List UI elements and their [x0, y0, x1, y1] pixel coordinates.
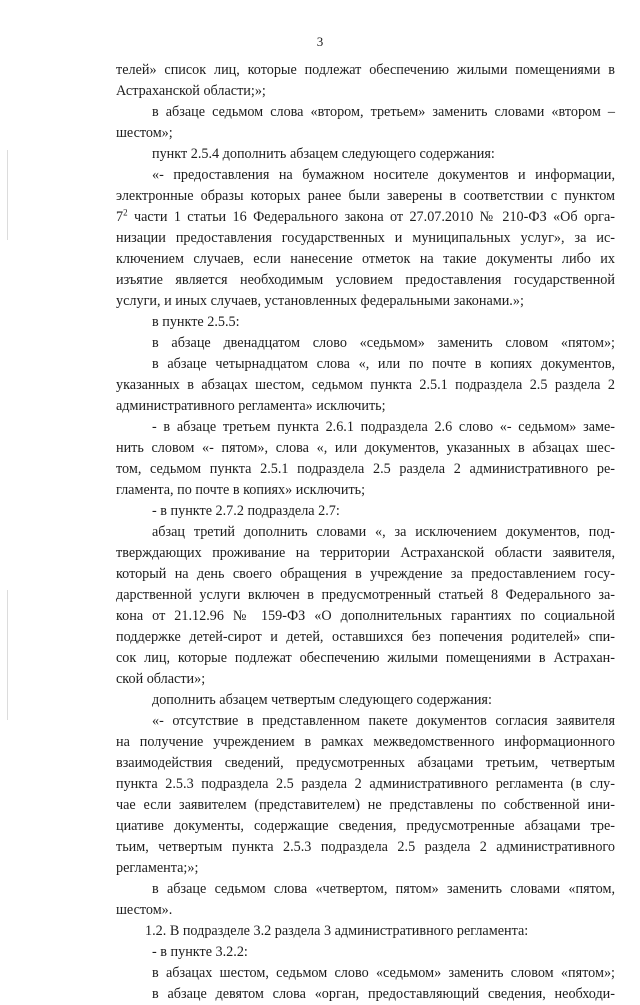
text-line: ской области»;	[116, 671, 206, 687]
text-line: Астраханской области;»;	[116, 83, 266, 99]
text-line: кона от 21.12.96 № 159-ФЗ «О дополнительных гарантиях по социальной	[116, 608, 615, 624]
text-line: пункта 2.5.3 подраздела 2.5 раздела 2 административного регламента (в слу-	[116, 776, 615, 792]
text-line: указанных в абзацах шестом, седьмом пункта 2.5.1 подраздела 2.5 раздела 2	[116, 377, 615, 393]
text-line: тверждающих проживание на территории Астраханской области заявителя,	[116, 545, 615, 561]
text-line: услуги, и иных случаев, установленных федеральными законами.»;	[116, 293, 524, 309]
text-line: административного регламента» исключить;	[116, 398, 386, 414]
text-line: пункт 2.5.4 дополнить абзацем следующего содержания:	[152, 146, 495, 162]
text-line: тьим, четвертым пункта 2.5.3 подраздела 2.5 раздела 2 административного	[116, 839, 615, 855]
text-line: нить словом «- пятом», слова «, или документов, указанных в абзацах шес-	[116, 440, 615, 456]
text-line: регламента;»;	[116, 860, 199, 876]
text-line: том, седьмом пункта 2.5.1 подраздела 2.5 раздела 2 административного ре-	[116, 461, 615, 477]
text-line: дарственной услуги включен в предусмотренный статьей 8 Федерального за-	[116, 587, 615, 603]
text-line: «- отсутствие в представленном пакете документов согласия заявителя	[152, 713, 615, 729]
text-line: в абзаце двенадцатом слово «седьмом» заменить словом «пятом»;	[152, 335, 615, 351]
scan-margin-mark	[7, 590, 8, 720]
text-line: - в пункте 2.7.2 подраздела 2.7:	[152, 503, 340, 519]
text-line: - в абзаце третьем пункта 2.6.1 подраздела 2.6 слово «- седьмом» заме-	[152, 419, 615, 435]
text-line: электронные образы которых ранее были заверены в соответствии с пунктом	[116, 188, 615, 204]
text-line: взаимодействия сведений, предусмотренных абзацами третьим, четвертым	[116, 755, 615, 771]
text-line: абзац третий дополнить словами «, за исключением документов, под-	[152, 524, 615, 540]
text-line: $7^2$ части 1 статьи 16 Федерального закона от 27.07.2010 № 210-ФЗ «Об орга-	[116, 207, 615, 225]
text-line: на получение учреждением в рамках межведомственного информационного	[116, 734, 615, 750]
text-line: низации предоставления государственных и муниципальных услуг», за ис-	[116, 230, 615, 246]
text-line: в абзаце седьмом слова «втором, третьем» заменить словами «втором –	[152, 104, 615, 120]
text-line: поддержке детей-сирот и детей, оставшихся без попечения родителей» спи-	[116, 629, 615, 645]
text-line: который на день своего обращения в учреждение за предоставлением госу-	[116, 566, 615, 582]
text-line: в абзаце седьмом слова «четвертом, пятом» заменить словами «пятом,	[152, 881, 615, 897]
text-line: чае если заявителем (представителем) не представлены по собственной ини-	[116, 797, 615, 813]
text-line: циативе документы, содержащие сведения, предусмотренные абзацами тре-	[116, 818, 615, 834]
text-line: сок лиц, которые подлежат обеспечению жилыми помещениями в Астрахан-	[116, 650, 615, 666]
page-number: 3	[316, 34, 324, 49]
text-line: телей» список лиц, которые подлежат обеспечению жилыми помещениями в	[116, 62, 615, 78]
text-line: 1.2. В подразделе 3.2 раздела 3 административного регламента:	[145, 923, 529, 939]
document-body	[116, 60, 615, 1005]
text-line: в абзаце девятом слова «орган, предоставляющий сведения, необходи-	[152, 986, 615, 1002]
text-line: шестом»;	[116, 125, 173, 141]
text-line: шестом».	[116, 902, 173, 918]
scan-margin-mark	[7, 150, 8, 240]
text-line: в абзаце четырнадцатом слова «, или по почте в копиях документов,	[152, 356, 615, 372]
text-line: «- предоставления на бумажном носителе документов и информации,	[152, 167, 615, 183]
text-line: гламента, по почте в копиях» исключить;	[116, 482, 366, 498]
text-line: - в пункте 3.2.2:	[152, 944, 248, 960]
text-line: в пункте 2.5.5:	[152, 314, 240, 330]
text-line: изъятие является необходимым условием предоставления государственной	[116, 272, 615, 288]
text-line: дополнить абзацем четвертым следующего содержания:	[152, 692, 492, 708]
text-line: ключением случаев, если нанесение отметок на такие документы либо их	[116, 251, 615, 267]
text-line: в абзацах шестом, седьмом слово «седьмом» заменить словом «пятом»;	[152, 965, 615, 981]
